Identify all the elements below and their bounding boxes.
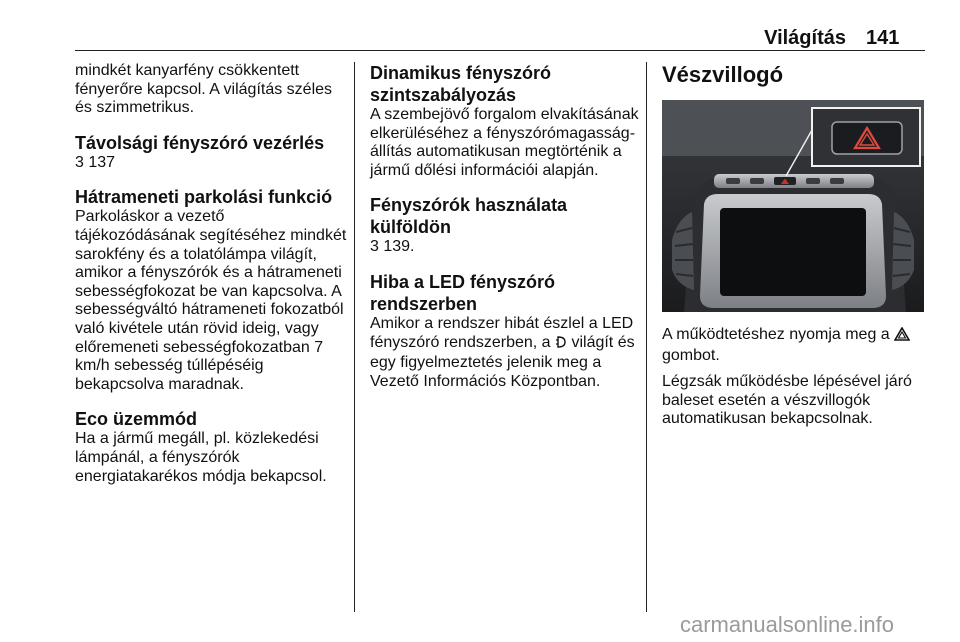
hazard-triangle-icon (894, 327, 910, 347)
eco-paragraph: Ha a jármű megáll, pl. közlekedési lámpánál, a fényszórók energiatakarékos módja bekapcsol. (75, 430, 327, 485)
dashboard-figure (662, 100, 924, 312)
press-text-2: gombot. (662, 346, 720, 364)
column-1 (75, 62, 347, 486)
led-fault-text-1: Amikor a rendszer hibát észlel a LED fényszóró rendszerben, a (370, 314, 634, 351)
intro-paragraph: mindkét kanyarfény csökkentett fényerőre kapcsol. A világítás széles és szimmetrikus. (75, 62, 333, 117)
column-2 (370, 62, 642, 391)
section-title: Világítás (764, 27, 846, 49)
press-instruction (662, 326, 930, 365)
headlight-warning-icon (555, 335, 567, 355)
column-divider-2 (646, 62, 647, 612)
heading-abroad: Fényszórók használata külföldön (370, 195, 568, 238)
ref-abroad: 3 139. (370, 238, 415, 256)
header-rule (75, 50, 925, 51)
column-divider-1 (354, 62, 355, 612)
page-number: 141 (866, 27, 900, 49)
press-text-1: A működtetéshez nyomja meg a (662, 326, 890, 343)
dynamic-paragraph: A szembejövő forgalom elvakításának elkerüléséhez a fényszórómagasság-állítás automatikusan megtörténik a jármű dőlési információi alapján. (370, 106, 639, 179)
page-header (0, 0, 960, 50)
column-3 (662, 62, 930, 429)
heading-hazard-lights: Vészvillogó (662, 62, 784, 87)
heading-dynamic-leveling: Dinamikus fényszóró szintszabályozás (370, 63, 552, 105)
led-fault-paragraph (370, 315, 642, 391)
heading-high-beam: Távolsági fényszóró vezérlés (75, 132, 325, 153)
heading-eco-mode: Eco üzemmód (75, 409, 198, 430)
airbag-paragraph: Légzsák működésbe lépésével járó baleset esetén a vészvillogók automatikusan bekapcsolnak. (662, 373, 912, 428)
ref-high-beam: 3 137 (75, 153, 116, 171)
led-fault-text-2: világít és egy figyelmeztetés jelenik meg a Vezető Információs Központban. (370, 333, 635, 390)
rear-parking-paragraph: Parkoláskor a vezető tájékozódásának segítéséhez mindkét sarokfény és a tolatólámpa világít, amikor a fényszórók és a hátrameneti sebességfokozat be van kapcsolva. A sebességváltó hátrameneti fokozatból való kivétele után rövid ideig, vagy előremeneti sebességfokozatban 7 km/h sebesség túllépéséig bekapcsolva maradnak. (75, 208, 347, 393)
heading-led-fault: Hiba a LED fényszóró rendszerben (370, 271, 556, 314)
heading-rear-parking: Hátrameneti parkolási funkció (75, 187, 333, 208)
watermark: carmanualsonline.info (680, 612, 895, 637)
